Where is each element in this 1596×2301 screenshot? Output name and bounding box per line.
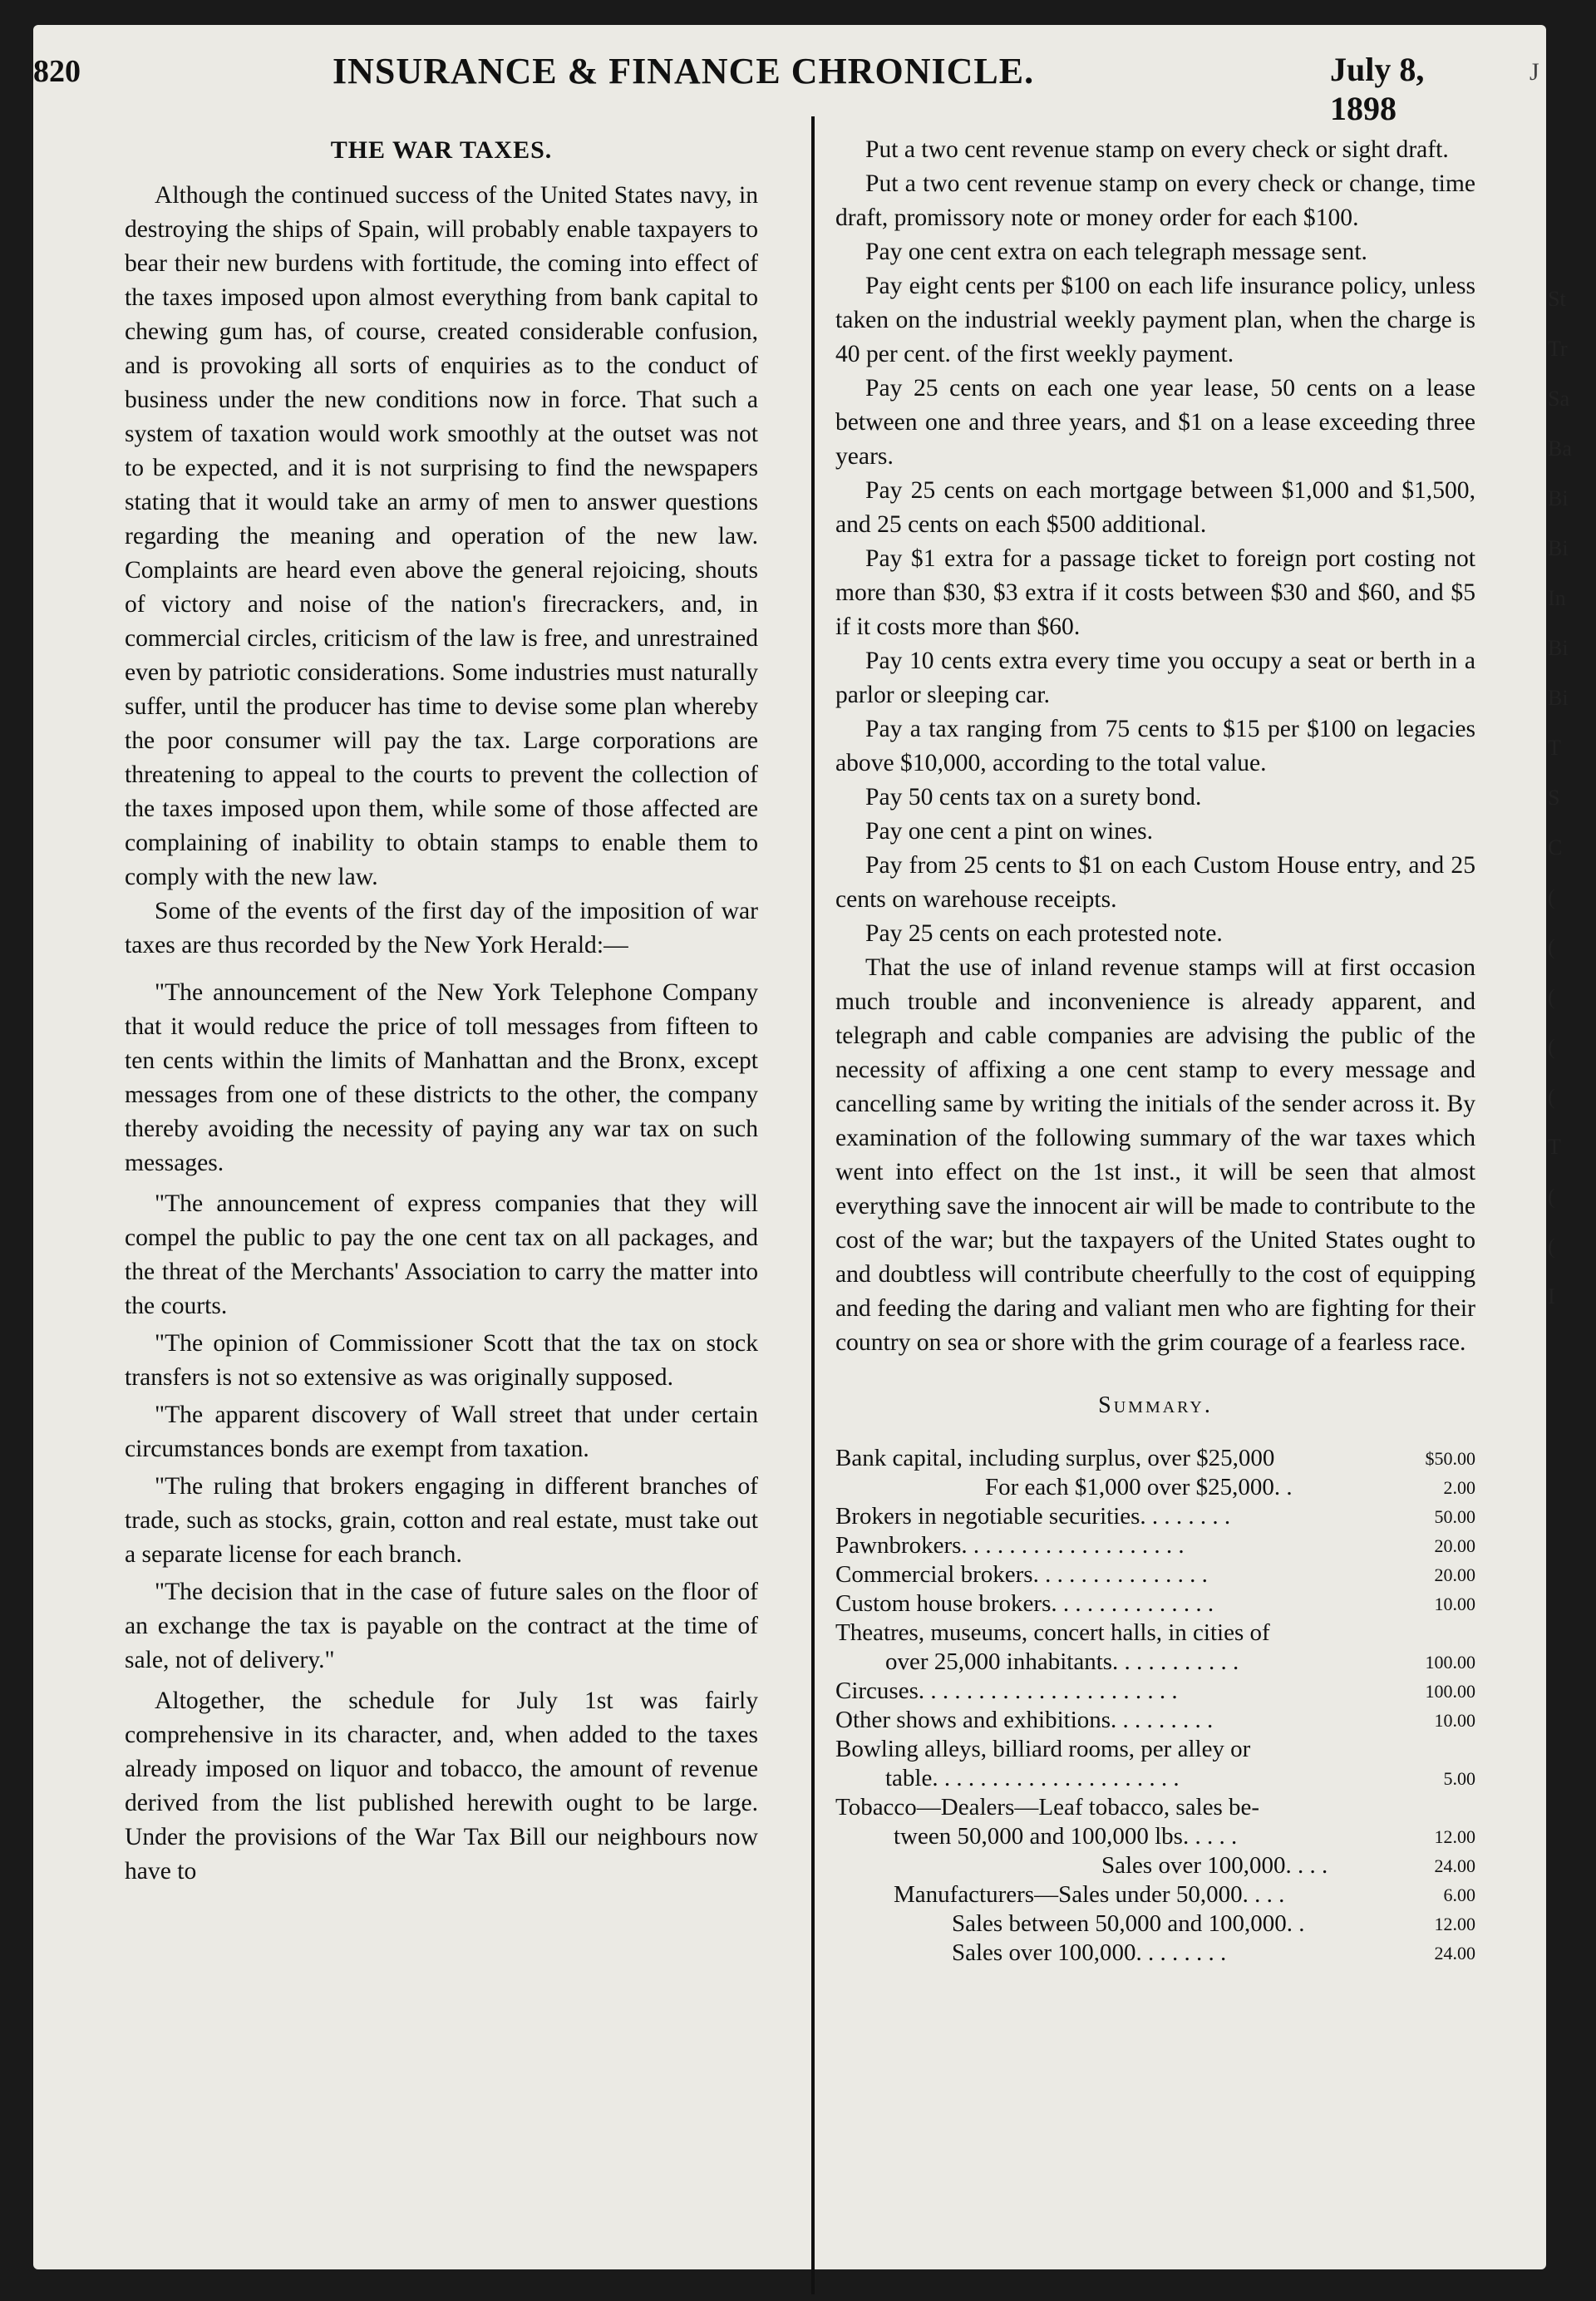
summary-amount: 12.00 — [1434, 1826, 1475, 1847]
margin-fragment: ( — [1548, 1035, 1555, 1059]
summary-row — [835, 1560, 1475, 1589]
summary-amount: 24.00 — [1434, 1855, 1475, 1876]
summary-row — [835, 1677, 1475, 1706]
margin-fragment: Sa — [1548, 387, 1569, 411]
margin-fragment: T — [1548, 736, 1561, 760]
margin-fragment: Bi — [1548, 536, 1569, 560]
publication-title: INSURANCE & FINANCE CHRONICLE. — [332, 51, 1035, 91]
quote-paragraph: "The ruling that brokers engaging in different branches of trade, such as stocks, grain, cotton and real estate, must take out a separate license for each branch. — [125, 1473, 758, 1568]
paragraph: Altogether, the schedule for July 1st was fairly comprehensive in its character, and, when added to the taxes already imposed on liquor and tobacco, the amount of revenue derived from the list published herewith ought to be large. Under the provisions of the War Tax Bill our neighbours now have to — [125, 1688, 758, 1885]
summary-amount: 100.00 — [1425, 1681, 1475, 1702]
tax-item: Pay one cent a pint on wines. — [865, 818, 1154, 845]
margin-fragment: Ba — [1548, 436, 1572, 461]
margin-fragment: ( — [1548, 985, 1555, 1009]
summary-label: tween 50,000 and 100,000 lbs. . . . . — [894, 1823, 1238, 1850]
summary-amount: 2.00 — [1443, 1477, 1475, 1498]
adjacent-page-fragment: J — [1530, 58, 1539, 86]
page-number: 820 — [33, 54, 81, 89]
left-column — [125, 133, 758, 1889]
tax-item: Put a two cent revenue stamp on every check or sight draft. — [865, 136, 1449, 163]
summary-amount: 10.00 — [1434, 1710, 1475, 1731]
summary-row — [835, 1764, 1475, 1793]
summary-label: Pawnbrokers. . . . . . . . . . . . . . . . . . . — [835, 1532, 1185, 1559]
article-heading: THE WAR TAXES. — [330, 136, 553, 164]
margin-fragment: Bi — [1548, 636, 1569, 660]
tax-item: Put a two cent revenue stamp on every check or change, time draft, promissory note or money order for each $100. — [835, 170, 1475, 231]
quote-paragraph: "The apparent discovery of Wall street that under certain circumstances bonds are exempt from taxation. — [125, 1402, 758, 1462]
summary-label: table. . . . . . . . . . . . . . . . . . . . . — [885, 1765, 1180, 1791]
summary-row — [835, 1793, 1475, 1822]
summary-amount — [1409, 1735, 1475, 1764]
margin-fragment: ( — [1548, 1185, 1555, 1209]
summary-amount: 20.00 — [1434, 1564, 1475, 1585]
summary-label: Bank capital, including surplus, over $25,000 — [835, 1445, 1275, 1471]
quote-paragraph: "The announcement of express companies that they will compel the public to pay the one cent tax on all packages, and the threat of the Merchants' Association to carry the matter into the courts. — [125, 1190, 758, 1319]
margin-fragment: I — [1548, 1284, 1555, 1308]
margin-fragment: S — [1548, 786, 1560, 810]
column-rule — [811, 116, 815, 2294]
tax-item: Pay 25 cents on each mortgage between $1,000 and $1,500, and 25 cents on each $500 additional. — [835, 477, 1475, 538]
quote-paragraph: "The opinion of Commissioner Scott that the tax on stock transfers is not so extensive as was originally supposed. — [125, 1330, 758, 1391]
summary-amount: 10.00 — [1434, 1594, 1475, 1614]
summary-label: Custom house brokers. . . . . . . . . . . . . . — [835, 1590, 1214, 1617]
margin-fragment: ( — [1548, 1234, 1555, 1259]
summary-amount — [1409, 1793, 1475, 1822]
tax-item: Pay 10 cents extra every time you occupy a seat or berth in a parlor or sleeping car. — [835, 648, 1475, 708]
summary-row — [835, 1851, 1475, 1880]
summary-amount: $50.00 — [1425, 1448, 1475, 1469]
summary-label: Commercial brokers. . . . . . . . . . . . . . . — [835, 1561, 1208, 1588]
margin-fragment: St — [1548, 287, 1566, 311]
tax-item: Pay one cent extra on each telegraph message sent. — [865, 239, 1367, 265]
summary-row — [835, 1619, 1475, 1648]
summary-table — [835, 1444, 1475, 1968]
quote-paragraph: "The decision that in the case of future sales on the floor of an exchange the tax is payable on the contract at the time of sale, not of delivery." — [125, 1579, 758, 1673]
summary-row — [835, 1880, 1475, 1909]
summary-row — [835, 1939, 1475, 1968]
summary-label: Brokers in negotiable securities. . . . . . . . — [835, 1503, 1231, 1530]
tax-item: Pay 25 cents on each protested note. — [865, 920, 1223, 947]
paragraph: That the use of inland revenue stamps will at first occasion much trouble and inconvenience is already apparent, and telegraph and cable companies are advising the public of the necessity of affixing a one cent stamp to every message and cancelling same by writing the initials of the sender across it. By examination of the following summary of the war taxes which went into effect on the 1st inst., it will be seen that almost everything save the innocent air will be made to contribute to the cost of the war; but the taxpayers of the United States ought to and doubtless will contribute cheerfully to the cost of equipping and feeding the daring and valiant men who are fighting for their country on sea or shore with the grim courage of a fearless race. — [835, 954, 1476, 1356]
summary-row — [835, 1735, 1475, 1764]
summary-row — [835, 1909, 1475, 1939]
summary-row — [835, 1473, 1475, 1502]
margin-fragment: ( — [1548, 1085, 1555, 1109]
tax-item: Pay 50 cents tax on a surety bond. — [865, 784, 1202, 811]
summary-amount: 100.00 — [1425, 1652, 1475, 1673]
summary-amount — [1409, 1619, 1475, 1648]
summary-label: Circuses. . . . . . . . . . . . . . . . . . . . . . — [835, 1678, 1178, 1704]
summary-label: For each $1,000 over $25,000. . — [985, 1474, 1293, 1500]
summary-label: Bowling alleys, billiard rooms, per alley or — [835, 1736, 1251, 1762]
adjacent-page-margin — [1548, 274, 1589, 1322]
summary-label: Theatres, museums, concert halls, in cities of — [835, 1619, 1270, 1646]
summary-label: over 25,000 inhabitants. . . . . . . . . . . — [885, 1648, 1239, 1675]
margin-fragment: ( — [1548, 935, 1555, 959]
summary-amount: 24.00 — [1434, 1943, 1475, 1963]
summary-label: Manufacturers—Sales under 50,000. . . . — [894, 1881, 1285, 1908]
tax-item: Pay 25 cents on each one year lease, 50 cents on a lease between one and three years, and $1 on a lease exceeding three years. — [835, 375, 1475, 470]
summary-row — [835, 1502, 1475, 1531]
margin-fragment: ( — [1548, 885, 1555, 909]
summary-amount: 6.00 — [1443, 1885, 1475, 1905]
tax-item: Pay $1 extra for a passage ticket to foreign port costing not more than $30, $3 extra if it costs between $30 and $60, and $5 if it costs more than $60. — [835, 545, 1475, 640]
summary-amount: 20.00 — [1434, 1535, 1475, 1556]
quote-paragraph: "The announcement of the New York Telephone Company that it would reduce the price of toll messages from fifteen to ten cents within the limits of Manhattan and the Bronx, except messages from one of these districts to the other, the company thereby avoiding the necessity of paying any war tax on such messages. — [125, 979, 758, 1176]
right-column — [835, 133, 1475, 1968]
summary-row — [835, 1822, 1475, 1851]
summary-heading: Summary. — [1098, 1392, 1213, 1418]
summary-amount: 50.00 — [1434, 1506, 1475, 1527]
margin-fragment: In — [1548, 586, 1566, 610]
issue-date: July 8, 1898 — [1330, 51, 1425, 127]
margin-fragment: Bi — [1548, 486, 1569, 510]
margin-fragment: T — [1548, 1135, 1561, 1159]
summary-row — [835, 1589, 1475, 1619]
summary-amount: 5.00 — [1443, 1768, 1475, 1789]
paragraph: Although the continued success of the United States navy, in destroying the ships of Spain, will probably enable taxpayers to bear their new burdens with fortitude, the coming into effect of the taxes imposed upon almost everything from bank capital to chewing gum has, of course, created considerable confusion, and is provoking all sorts of enquiries as to the conduct of business under the new conditions now in force. That such a system of taxation would work smoothly at the outset was not to be expected, and it is not surprising to find the newspapers stating that it would take an army of men to answer questions regarding the meaning and operation of the new law. Complaints are heard even above the general rejoicing, shouts of victory and noise of the nation's firecrackers, and, in commercial circles, criticism of the law is free, and unrestrained even by patriotic considerations. Some industries must naturally suffer, until the producer has time to devise some plan whereby the poor consumer will pay the tax. Large corporations are threatening to appeal to the courts to prevent the collection of the taxes imposed upon them, while some of those affected are complaining of inability to obtain stamps to enable them to comply with the new law. — [125, 182, 758, 890]
page-header — [33, 33, 1539, 127]
summary-label: Sales over 100,000. . . . . . . . — [952, 1939, 1227, 1966]
tax-item: Pay a tax ranging from 75 cents to $15 per $100 on legacies above $10,000, according to the total value. — [835, 716, 1475, 776]
summary-label: Other shows and exhibitions. . . . . . . . . — [835, 1707, 1214, 1733]
tax-item: Pay from 25 cents to $1 on each Custom House entry, and 25 cents on warehouse receipts. — [835, 852, 1475, 913]
summary-row — [835, 1444, 1475, 1473]
summary-row — [835, 1531, 1475, 1560]
margin-fragment: Bi — [1548, 686, 1569, 710]
summary-amount: 12.00 — [1434, 1914, 1475, 1934]
paragraph: Some of the events of the first day of the imposition of war taxes are thus recorded by the New York Herald:— — [125, 898, 758, 958]
summary-row — [835, 1648, 1475, 1677]
summary-row — [835, 1706, 1475, 1735]
summary-label: Sales over 100,000. . . . — [1101, 1852, 1328, 1879]
summary-label: Tobacco—Dealers—Leaf tobacco, sales be- — [835, 1794, 1260, 1821]
margin-fragment: C — [1548, 835, 1563, 860]
summary-label: Sales between 50,000 and 100,000. . — [952, 1910, 1305, 1937]
margin-fragment: Tr — [1548, 337, 1568, 361]
tax-item: Pay eight cents per $100 on each life insurance policy, unless taken on the industrial weekly payment plan, when the charge is 40 per cent. of the first weekly payment. — [835, 273, 1475, 367]
